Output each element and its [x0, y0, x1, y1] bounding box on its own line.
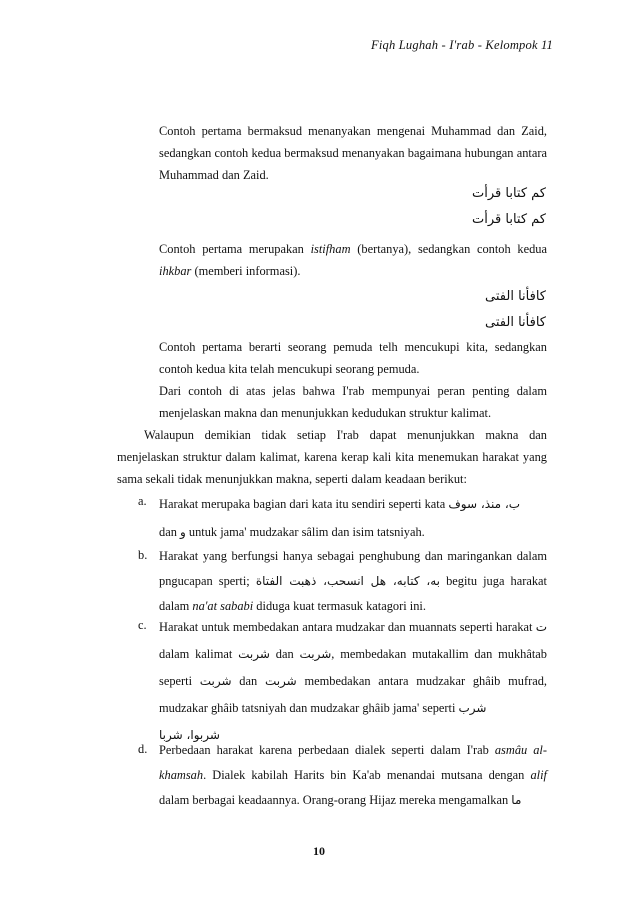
- text-run: (memberi informasi).: [191, 264, 301, 278]
- arabic-inline: و: [180, 525, 186, 539]
- list-item-c: [159, 614, 547, 749]
- text-run: Harakat merupaka bagian dari kata itu sendiri seperti kata: [159, 497, 449, 511]
- text-run: Harakat yang berfungsi hanya sebagai penghubung dan maringankan dalam pngucapan sperti;: [159, 549, 547, 588]
- paragraph-walaupun: Walaupun demikian tidak setiap I'rab dapat menunjukkan makna dan menjelaskan struktur dalam kalimat, karena kerap kali kita menemukan harakat yang sama sekali tidak menunjukkan makna, seperti dalam keadaan berikut:: [117, 428, 547, 486]
- text-run: diduga kuat termasuk katagori ini.: [253, 599, 426, 613]
- arabic-example-1: كم كتابا قرأت: [472, 186, 546, 201]
- text-run: membedakan antara mudzakar ghâib mufrad, mudzakar ghâib tatsniyah dan mudzakar ghâib jama' seperti: [159, 674, 547, 715]
- text-run: untuk jama' mudzakar sâlim dan isim tatsniyah.: [185, 525, 425, 539]
- arabic-example-3: كافأنا الفتى: [485, 289, 546, 304]
- term-naat-sababi: na'at sababi: [192, 599, 254, 613]
- text-run: (bertanya), sedangkan contoh kedua: [350, 242, 548, 256]
- list-marker-d: d.: [138, 742, 148, 756]
- arabic-inline: به، كتابه، هل انسحب، ذهبت الفتاة: [255, 574, 440, 588]
- running-header: Fiqh Lughah - I'rab - Kelompok 11: [371, 38, 553, 52]
- text-run: Harakat untuk membedakan antara mudzakar dan muannats seperti harakat: [159, 620, 536, 634]
- text-run: begitu juga harakat dalam: [159, 574, 547, 613]
- arabic-inline: شرب: [458, 701, 487, 715]
- text-run: dalam kalimat: [159, 647, 239, 661]
- text-run: dan: [231, 674, 265, 688]
- paragraph-contoh-4: Dari contoh di atas jelas bahwa I'rab mempunyai peran penting dalam menjelaskan makna dan menunjukkan kedudukan struktur kalimat.: [159, 384, 547, 420]
- text-run: , membedakan mutakallim dan mukhâtab seperti: [159, 647, 547, 688]
- list-marker-b: b.: [138, 548, 148, 562]
- paragraph-contoh-2: [159, 238, 547, 282]
- text-run: dalam berbagai keadaannya. Orang-orang Hijaz mereka mengamalkan: [159, 793, 512, 807]
- text-run: dan: [159, 525, 180, 539]
- text-run: Contoh pertama merupakan: [159, 242, 311, 256]
- arabic-inline: شربت: [199, 674, 232, 688]
- list-marker-c: c.: [138, 618, 147, 632]
- arabic-inline: شربت: [264, 674, 297, 688]
- list-item-d: [159, 738, 547, 813]
- arabic-inline: شربت: [299, 647, 332, 661]
- arabic-inline: ت: [535, 620, 547, 634]
- term-ihkbar: ihkbar: [159, 264, 192, 278]
- paragraph-contoh-3: Contoh pertama berarti seorang pemuda telh mencukupi kita, sedangkan contoh kedua kita telah mencukupi seorang pemuda.: [159, 340, 547, 376]
- term-istifham: istifham: [310, 242, 351, 256]
- text-run: Perbedaan harakat karena perbedaan dialek seperti dalam I'rab: [159, 743, 495, 757]
- list-item-b: [159, 544, 547, 619]
- term-alif: alif: [530, 768, 547, 782]
- arabic-inline: ما: [511, 793, 522, 807]
- arabic-example-4: كافأنا الفتى: [485, 315, 546, 330]
- paragraph-contoh-1: Contoh pertama bermaksud menanyakan mengenai Muhammad dan Zaid, sedangkan contoh kedua bermaksud menanyakan bagaimana hubungan antara Muhammad dan Zaid.: [159, 124, 547, 182]
- arabic-inline: شربت: [238, 647, 270, 661]
- text-run: . Dialek kabilah Harits bin Ka'ab menandai mutsana dengan: [203, 768, 531, 782]
- arabic-example-2: كم كتابا قرأت: [472, 212, 546, 227]
- arabic-inline: ب، منذ، سوف: [448, 497, 521, 511]
- list-item-a: [159, 490, 547, 546]
- list-marker-a: a.: [138, 494, 147, 508]
- arabic-inline: شربوا، شربا: [159, 728, 220, 742]
- page-number: 10: [313, 844, 325, 858]
- text-run: dan: [269, 647, 300, 661]
- term-asmau-al-khamsah: asmâu al-khamsah: [159, 743, 547, 782]
